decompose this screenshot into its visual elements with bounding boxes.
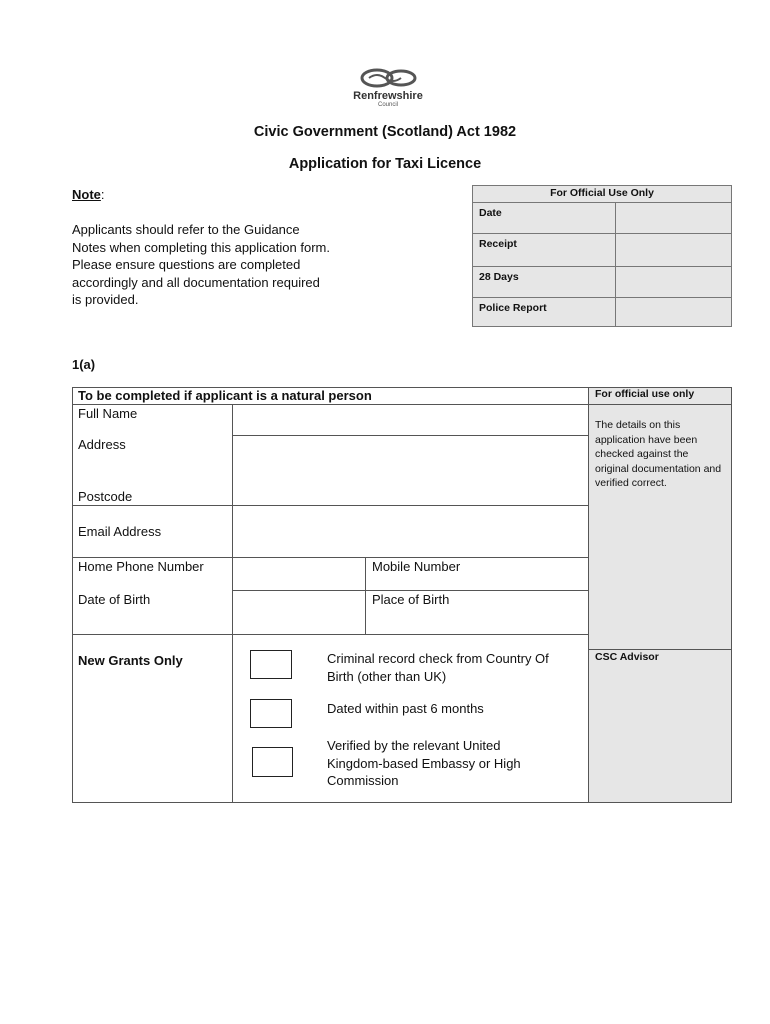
- note-heading: Note:: [72, 187, 105, 202]
- full-name-label: Full Name: [78, 406, 138, 421]
- csc-advisor-label: CSC Advisor: [595, 651, 659, 663]
- verified-text: Verified by the relevant United Kingdom-based Embassy or High Commission: [327, 738, 521, 788]
- dob-field[interactable]: [233, 591, 365, 634]
- email-label: Email Address: [78, 524, 162, 539]
- verified-checkbox[interactable]: [252, 747, 293, 777]
- home-phone-field[interactable]: [233, 558, 365, 590]
- logo-sub: Council: [377, 102, 398, 108]
- official-use-header: For Official Use Only: [473, 186, 732, 203]
- official-row-label: Date: [473, 203, 616, 234]
- full-name-field[interactable]: [233, 405, 588, 435]
- official-row-label: 28 Days: [473, 267, 616, 298]
- official-date-field[interactable]: [616, 203, 732, 234]
- verification-note: The details on this application have been checked against the original documentation and verified correct.: [595, 419, 722, 489]
- criminal-record-text: Criminal record check from Country Of Birth (other than UK): [327, 651, 549, 684]
- email-field[interactable]: [233, 506, 588, 557]
- side-header: For official use only: [595, 388, 695, 400]
- pob-label: Place of Birth: [372, 592, 450, 607]
- form-header: To be completed if applicant is a natural person: [78, 388, 372, 403]
- official-police-field[interactable]: [616, 298, 732, 327]
- address-field[interactable]: [233, 436, 588, 505]
- document-subtitle: Application for Taxi Licence: [288, 156, 482, 172]
- criminal-record-checkbox[interactable]: [250, 650, 292, 679]
- new-grants-label: New Grants Only: [78, 653, 183, 668]
- dated-checkbox[interactable]: [250, 699, 292, 728]
- section-number: 1(a): [72, 357, 96, 372]
- document-title: Civic Government (Scotland) Act 1982: [253, 124, 517, 140]
- applicant-form: [72, 387, 732, 803]
- note-text: Applicants should refer to the Guidance Notes when completing this application form. Please ensure questions are completed accordingly and all documentation required is provided.: [72, 222, 330, 307]
- dob-label: Date of Birth: [78, 592, 151, 607]
- address-label: Address: [78, 437, 126, 452]
- official-use-table: [472, 185, 732, 327]
- official-row-label: Police Report: [473, 298, 616, 327]
- logo-name: Renfrewshire: [353, 90, 423, 102]
- official-receipt-field[interactable]: [616, 234, 732, 267]
- home-phone-label: Home Phone Number: [78, 559, 204, 574]
- postcode-label: Postcode: [78, 489, 133, 504]
- official-row-label: Receipt: [473, 234, 616, 267]
- dated-text: Dated within past 6 months: [327, 701, 484, 716]
- mobile-label: Mobile Number: [372, 559, 461, 574]
- official-28days-field[interactable]: [616, 267, 732, 298]
